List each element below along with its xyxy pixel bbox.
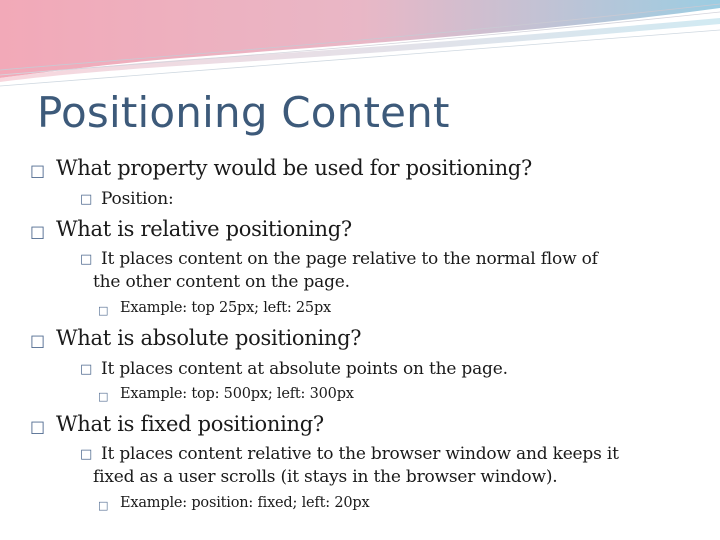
bullet-marker-icon: □ — [98, 499, 109, 512]
bullet-text: Position: — [101, 189, 174, 209]
bullet-level1 — [30, 156, 532, 180]
bullet-level2 — [80, 248, 598, 294]
bullet-marker-icon: □ — [30, 222, 46, 241]
bullet-text-line: fixed as a user scrolls (it stays in the browser window). — [93, 467, 558, 487]
bullet-level3 — [98, 386, 354, 403]
bullet-level2 — [80, 188, 174, 211]
bullet-level2 — [80, 358, 508, 381]
bullet-level3 — [98, 495, 369, 512]
bullet-marker-icon: □ — [80, 362, 93, 377]
bullet-marker-icon: □ — [80, 252, 93, 267]
bullet-text-line: It places content relative to the browser window and keeps it — [101, 444, 619, 464]
slide-title: Positioning Content — [37, 88, 450, 137]
bullet-text: Example: top: 500px; left: 300px — [120, 386, 354, 402]
bullet-text: What is fixed positioning? — [56, 412, 324, 436]
bullet-level3 — [98, 300, 331, 317]
bullet-marker-icon: □ — [98, 304, 109, 317]
bullet-text: What is relative positioning? — [56, 217, 352, 241]
bullet-text: Example: position: fixed; left: 20px — [120, 495, 370, 511]
bullet-marker-icon: □ — [80, 447, 93, 462]
bullet-marker-icon: □ — [30, 331, 46, 350]
bullet-text: It places content at absolute points on the page. — [101, 359, 508, 379]
bullet-marker-icon: □ — [30, 417, 46, 436]
bullet-level1 — [30, 326, 361, 350]
bullet-marker-icon: □ — [30, 161, 46, 180]
bullet-text: What property would be used for positioning? — [56, 156, 532, 180]
bullet-text: What is absolute positioning? — [56, 326, 362, 350]
bullet-marker-icon: □ — [80, 192, 93, 207]
bullet-level2 — [80, 443, 619, 489]
bullet-text: Example: top 25px; left: 25px — [120, 300, 332, 316]
bullet-level1 — [30, 412, 324, 436]
bullet-marker-icon: □ — [98, 390, 109, 403]
bullet-text-line: the other content on the page. — [93, 272, 350, 292]
bullet-level1 — [30, 217, 352, 241]
bullet-text-line: It places content on the page relative to the normal flow of — [101, 249, 598, 269]
